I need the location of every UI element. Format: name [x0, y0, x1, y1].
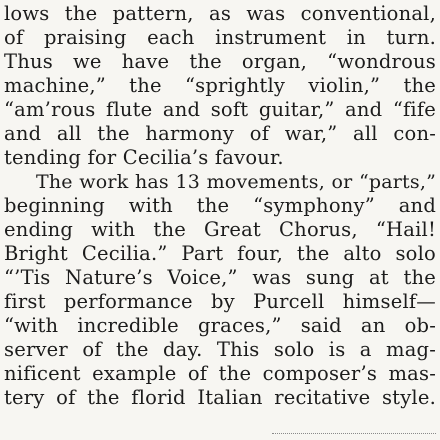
- text-line: Thus we have the organ, “wondrous: [4, 50, 436, 73]
- text-line: beginning with the “symphony” and: [4, 194, 436, 217]
- text-line: tending for Cecilia’s favour.: [4, 146, 284, 169]
- text-line: Bright Cecilia.” Part four, the alto solo: [4, 242, 436, 265]
- text-line: of praising each instrument in turn.: [4, 26, 436, 49]
- bottom-divider: [272, 433, 436, 434]
- text-line: ending with the Great Chorus, “Hail!: [4, 218, 436, 241]
- text-line: nificent example of the composer’s mas-: [4, 362, 436, 385]
- paragraph-first-line: The work has 13 movements, or “parts,”: [36, 171, 436, 193]
- text-line: first performance by Purcell himself—: [4, 290, 436, 313]
- text-line: lows the pattern, as was conventional,: [4, 2, 436, 25]
- text-line: “am’rous flute and soft guitar,” and “fife: [4, 98, 436, 121]
- text-line: “’Tis Nature’s Voice,” was sung at the: [4, 266, 436, 289]
- text-line: “with incredible graces,” said an ob-: [4, 314, 436, 337]
- text-line: and all the harmony of war,” all con-: [4, 122, 436, 145]
- text-line: server of the day. This solo is a mag-: [4, 338, 436, 361]
- text-line: machine,” the “sprightly violin,” the: [4, 74, 436, 97]
- text-line: tery of the florid Italian recitative style.: [4, 386, 436, 409]
